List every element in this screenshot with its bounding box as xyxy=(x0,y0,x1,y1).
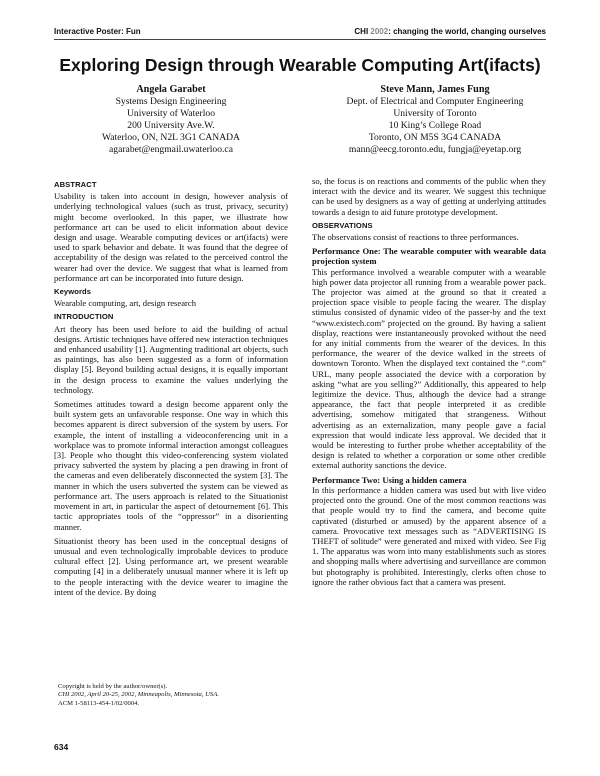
header-rule xyxy=(54,39,546,40)
author-street: 200 University Ave.W. xyxy=(127,120,215,131)
acm-line: ACM 1-58113-454-1/02/0004. xyxy=(58,699,140,707)
conference-slogan: : changing the world, changing ourselves xyxy=(388,27,546,36)
author-street: 10 King’s College Road xyxy=(388,120,482,131)
author-block-1 xyxy=(54,84,288,156)
right-column xyxy=(312,176,546,591)
introduction-heading: INTRODUCTION xyxy=(54,312,114,322)
keywords-text: Wearable computing, art, design research xyxy=(54,298,196,309)
keywords-heading: Keywords xyxy=(54,287,92,297)
page-number: 634 xyxy=(54,742,69,752)
author-block-2 xyxy=(312,84,558,156)
author-affiliation: Systems Design Engineering xyxy=(115,96,227,107)
introduction-paragraph-2: Sometimes attitudes toward a design become apparent only the built system gets an unfavorable response. One way in which this becomes apparent is direct subversion of the system by users. For example, the intent of installing a videoconferencing unit in a workplace was to promote informal interaction amongst colleagues [3]. People who thought this video-conferencing system violated privacy subverted the system by placing a pen drawing in front of the cameras and even deliberately disconnected the system [3]. The manner in which the users subverted the system can be viewed as performance art. The users approach is related to the Situationist movement in art, in particular the aspect of detournement [6]. This tactic appropriates tools of the “oppressor” in a disorienting manner. xyxy=(54,399,288,532)
observations-text: The observations consist of reactions to three performances. xyxy=(312,232,519,243)
introduction-paragraph-3: Situationist theory has been used in the conceptual designs of unusual and even technologically improbable devices to produce cultural effect [2]. Using performance art, we present wearable computing [4] in a deliberately unusual manner where it is left up to the people interacting with the device wearer to imagine the intent of the device. By doing xyxy=(54,535,288,597)
continued-paragraph: so, the focus is on reactions and comments of the public when they interact with the device and its wearer. We suggest this technique can be used by designers as a way of getting at underlying attitudes towards a design to aid future prototype development. xyxy=(312,176,546,217)
abstract-text: Usability is taken into account in design, however analysis of underlying technological values (such as trust, privacy, security) might become overlooked. In this paper, we illustrate how performance art can be used to elicit information about device design and usage. Wearable computing devices or art(ifacts) were used to spark behavior and debate. It was found that the degree of acceptability of the design was related to the perceived control the wearer had over the device. We suggest that what is learned from performance art can be incorporated into future design. xyxy=(54,191,288,283)
performance-one-heading: Performance One: The wearable computer with wearable data projection system xyxy=(312,246,546,267)
author-affiliation: Dept. of Electrical and Computer Engineering xyxy=(346,96,524,107)
copyright-notice xyxy=(58,683,288,708)
running-header-right xyxy=(354,27,546,36)
author-email: mann@eecg.toronto.edu, fungja@eyetap.org xyxy=(348,144,522,155)
author-name: Steve Mann, James Fung xyxy=(380,84,490,95)
left-column xyxy=(54,176,288,601)
author-university: University of Toronto xyxy=(393,108,477,119)
performance-two-text: In this performance a hidden camera was used but with live video projected onto the ground. One of the most common reactions was that people would try to find the camera, and become quite captivated (disturbed or amused) by the apparent absence of a camera. Provocative text messages such as “ADVERTISING IS THEFT of solitude” were generated and mixed with video. See Fig 1. The apparatus was worn into many establishments such as stores and shopping malls where advertising and surveillance are common but photography is prohibited. Interestingly, clerks often chose to ignore the rather obvious fact that a camera was present. xyxy=(312,484,546,587)
running-header-left: Interactive Poster: Fun xyxy=(54,27,141,36)
conference-name: CHI xyxy=(354,27,371,36)
copyright-line: Copyright is held by the author/owner(s). xyxy=(58,683,168,690)
performance-one-text: This performance involved a wearable computer with a wearable high power data projector all running from a wearable power pack. The projector was aimed at the ground so that it created a projection space visible to people facing the wearer. The display stimulus consisted of dynamic video of the passer-by and the text “www.existech.com” projected on the ground. By having a salient display, reactions were instantaneously provoked without the need for any initial comments from the wearer of the devices. In this performance, the wearer of the device walked in the streets of downtown Toronto. When the displayed text contained the “.com” URL, many people associated the device with a corporation by asking “what are you selling?” Additionally, this appeared to help legitimize the device. Thus, although the device had a strange appearance, the fact that people interpreted it as credible advertising, somehow mitigated that strangeness. Without advertising as an externalization, many people gave a facial expression that would indicate less approval. We decided that it would be interesting to further probe whether acceptability of the design is related to whether a corporation or some other credible external authority sanctions the device. xyxy=(312,266,546,471)
author-city: Toronto, ON M5S 3G4 CANADA xyxy=(368,132,502,143)
observations-heading: OBSERVATIONS xyxy=(312,220,373,230)
introduction-paragraph-1: Art theory has been used before to aid the building of actual designs. Artistic techniques have offered new interaction techniques and enhanced usability [1]. Augmenting traditional art objects, such as paintings, has also been suggested as a form of information display [5]. Beyond building actual designs, it is equally important in the design process to examine the values underlying the technology. xyxy=(54,323,288,395)
author-email: agarabet@engmail.uwaterloo.ca xyxy=(109,144,233,155)
author-university: University of Waterloo xyxy=(126,108,216,119)
conference-year: 2002 xyxy=(370,27,389,36)
venue-line: CHI 2002, April 20-25, 2002, Minneapolis, Minnesota, USA. xyxy=(58,691,219,699)
author-name: Angela Garabet xyxy=(136,84,206,95)
performance-two-heading: Performance Two: Using a hidden camera xyxy=(312,474,467,485)
abstract-heading: ABSTRACT xyxy=(54,180,97,189)
paper-title: Exploring Design through Wearable Computing Art(ifacts) xyxy=(59,55,541,75)
author-city: Waterloo, ON, N2L 3G1 CANADA xyxy=(102,132,240,143)
